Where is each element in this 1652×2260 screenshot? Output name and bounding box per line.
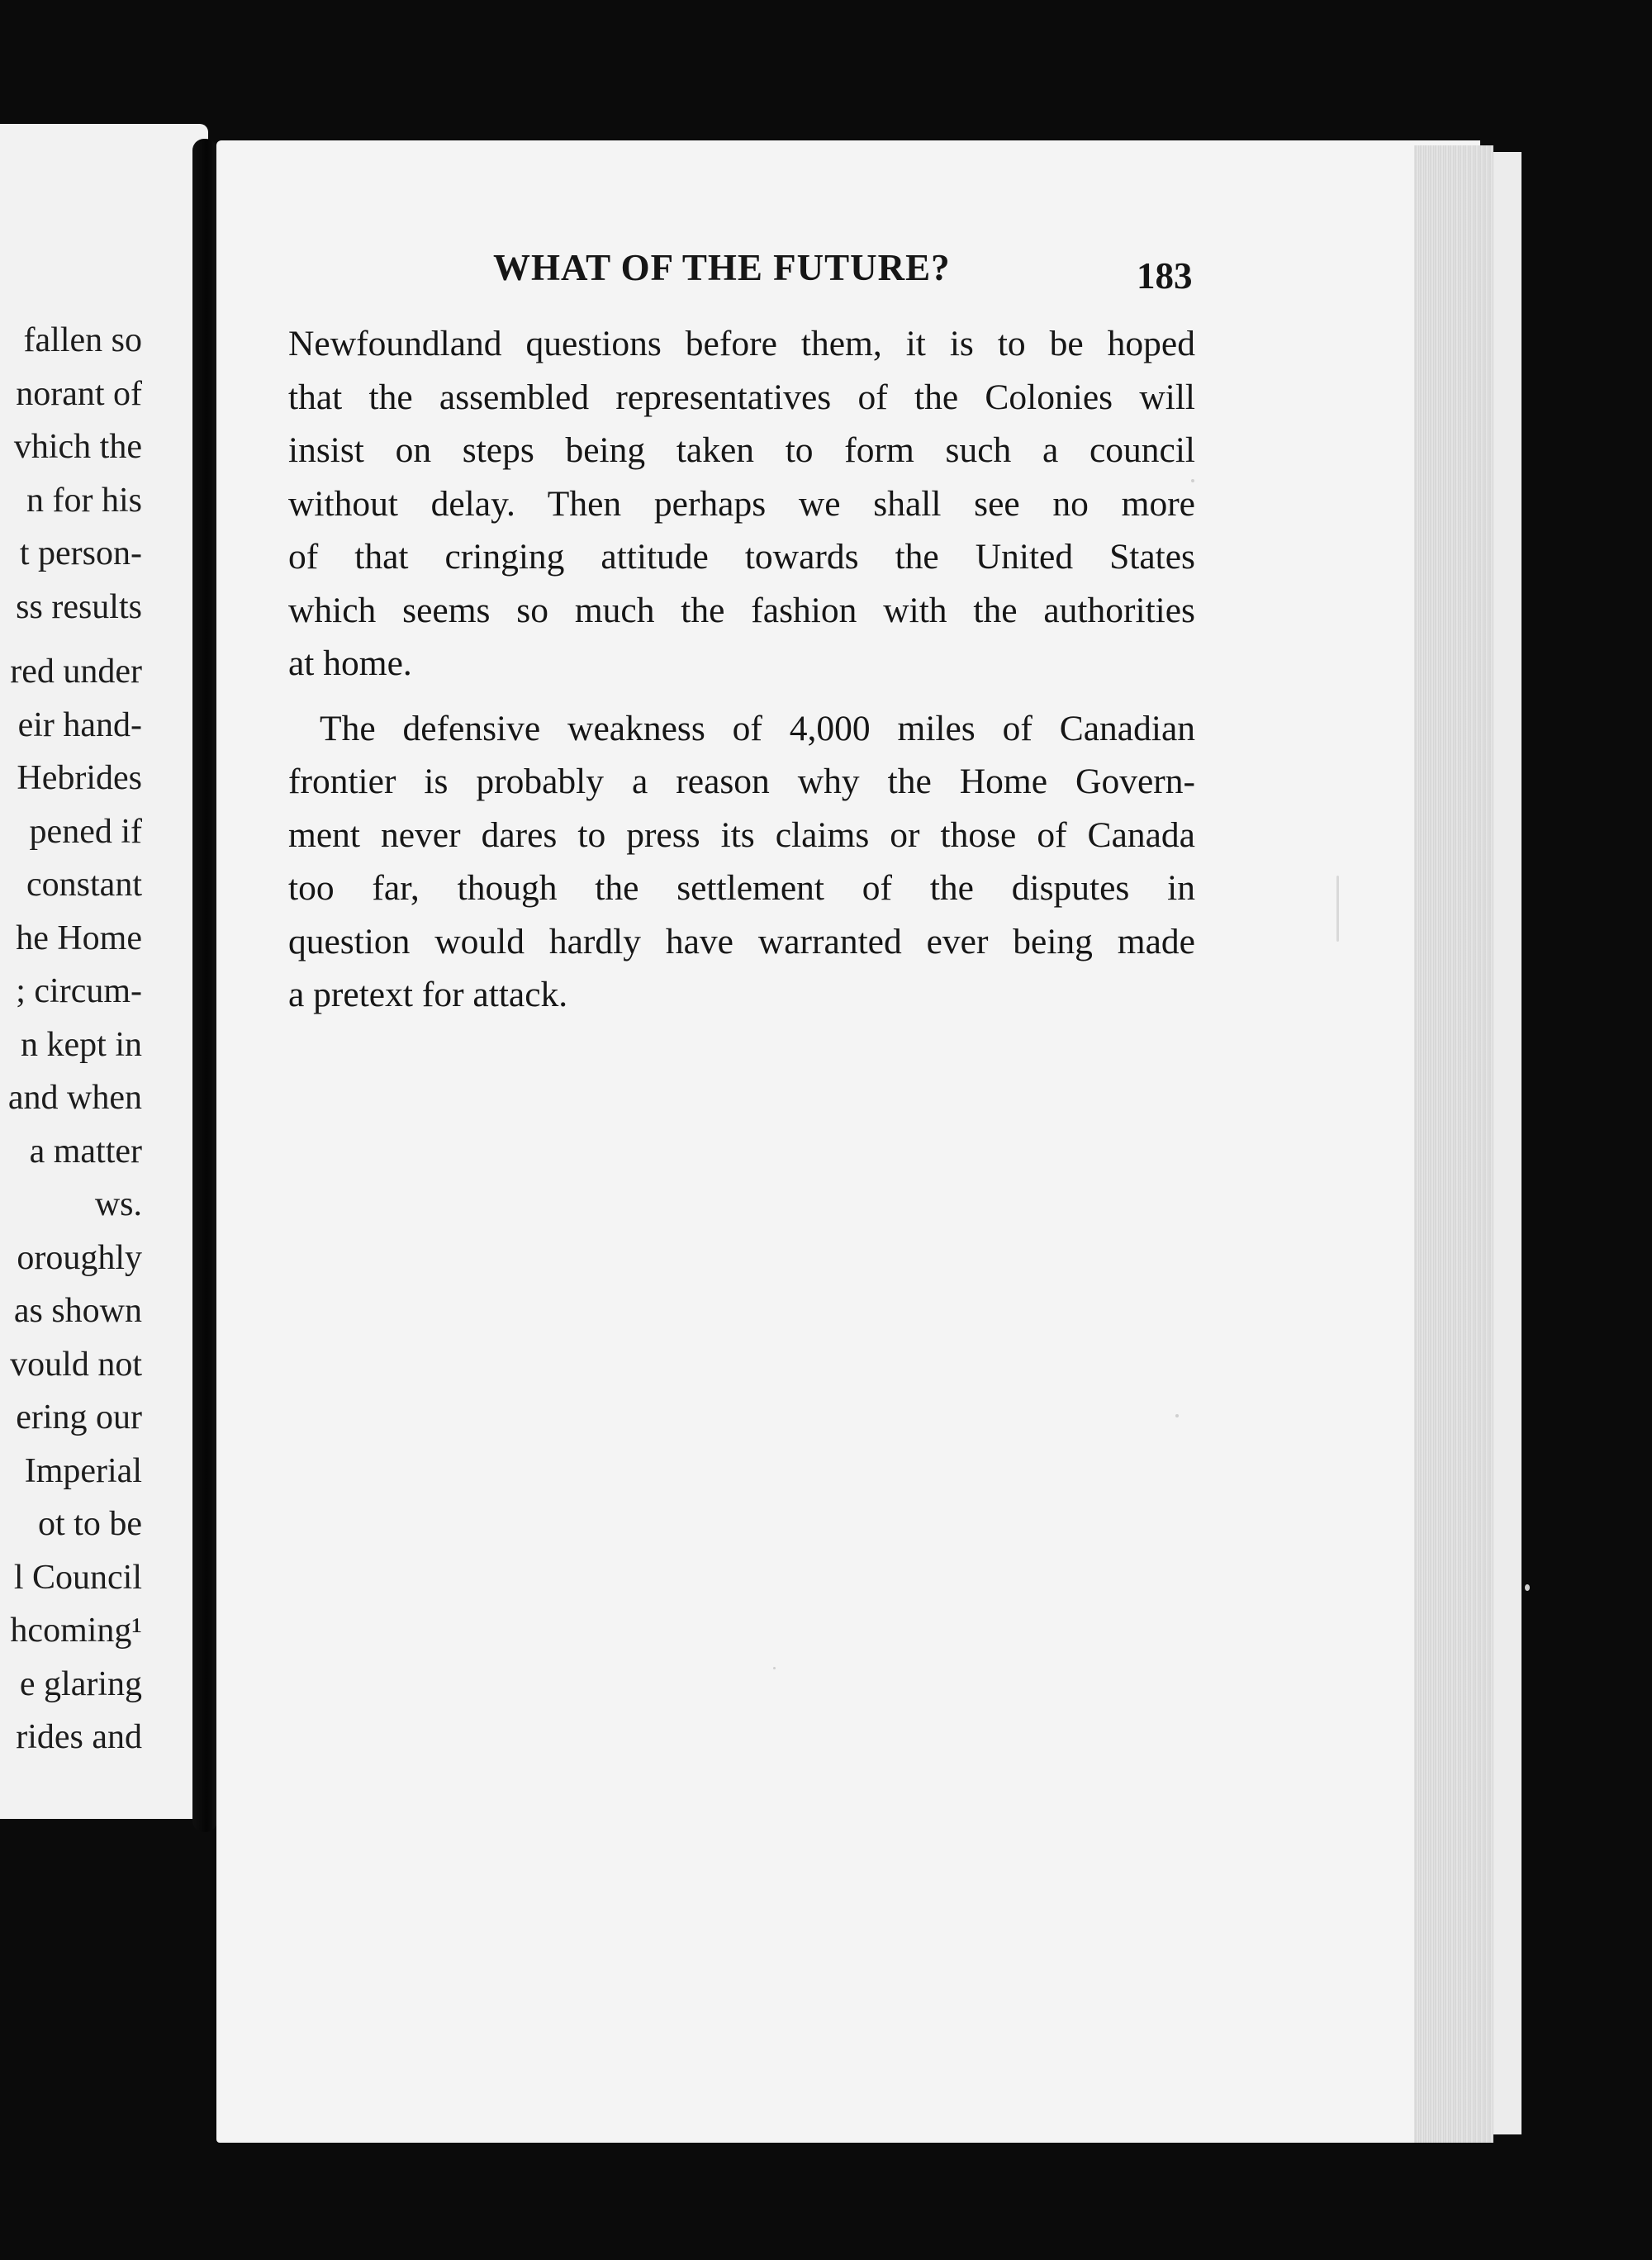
left-page-line: Imperial	[24, 1451, 142, 1490]
left-page-line: eir hand-	[17, 705, 142, 744]
speck	[1336, 876, 1339, 942]
text-line: The defensive weakness of 4,000 miles of Canadian	[320, 708, 1195, 748]
left-page-line: red under	[10, 653, 142, 691]
left-page-line: n kept in	[21, 1025, 142, 1064]
text-line: of that cringing attitude towards the United States	[288, 537, 1195, 577]
left-facing-page	[0, 124, 208, 1819]
text-line: that the assembled representatives of the Colonies will	[288, 377, 1195, 417]
left-page-line: ss results	[16, 587, 142, 626]
text-line: which seems so much the fashion with the authorities	[288, 590, 1195, 630]
speck	[1191, 479, 1194, 482]
left-page-line: rides and	[16, 1718, 142, 1756]
left-page-text	[0, 314, 142, 1764]
book-gutter	[192, 139, 217, 1832]
speck	[1525, 1584, 1530, 1591]
text-line: question would hardly have warranted ever being made	[288, 921, 1195, 961]
left-page-line: ering our	[16, 1398, 142, 1436]
text-line: Newfoundland questions before them, it is to be hoped	[288, 324, 1195, 363]
left-page-line: and when	[7, 1079, 142, 1117]
left-page-line: vould not	[10, 1345, 142, 1384]
left-page-line: constant	[26, 866, 142, 904]
paragraph	[288, 702, 1195, 1022]
speck	[773, 1667, 776, 1669]
left-page-line: Hebrides	[17, 759, 142, 797]
left-page-line: he Home	[16, 919, 142, 957]
text-line: ment never dares to press its claims or those of Canada	[288, 814, 1195, 855]
text-line: frontier is probably a reason why the Home Govern-	[288, 762, 1195, 801]
running-head: WHAT OF THE FUTURE?	[493, 247, 951, 288]
left-page-line: as shown	[13, 1292, 142, 1330]
left-page-line: a matter	[29, 1132, 142, 1170]
left-page-line: ot to be	[38, 1505, 142, 1543]
left-page-line: ; circum-	[16, 972, 142, 1010]
text-line: at home.	[288, 643, 412, 683]
left-page-line: ws.	[94, 1185, 142, 1223]
left-page-line: norant of	[16, 374, 142, 413]
left-page-line: oroughly	[17, 1238, 142, 1277]
left-page-line: fallen so	[23, 321, 142, 359]
left-page-line: t person-	[19, 534, 142, 572]
page-edges	[1414, 145, 1493, 2143]
paragraph-gap	[0, 634, 142, 645]
paragraph	[288, 317, 1195, 691]
text-line: without delay. Then perhaps we shall see no more	[288, 483, 1195, 524]
text-line: insist on steps being taken to form such a council	[288, 430, 1195, 470]
left-page-line: pened if	[29, 812, 142, 851]
body-text	[288, 317, 1195, 1022]
left-page-line: e glaring	[19, 1664, 142, 1703]
left-page-line: hcoming¹	[10, 1612, 142, 1650]
left-page-line: n for his	[26, 481, 142, 520]
page-number: 183	[1137, 255, 1193, 297]
left-page-line: vhich the	[13, 428, 142, 466]
text-line: a pretext for attack.	[288, 975, 568, 1014]
speck	[1175, 1414, 1179, 1417]
left-page-line: l Council	[13, 1558, 142, 1597]
text-line: too far, though the settlement of the disputes in	[288, 868, 1195, 908]
